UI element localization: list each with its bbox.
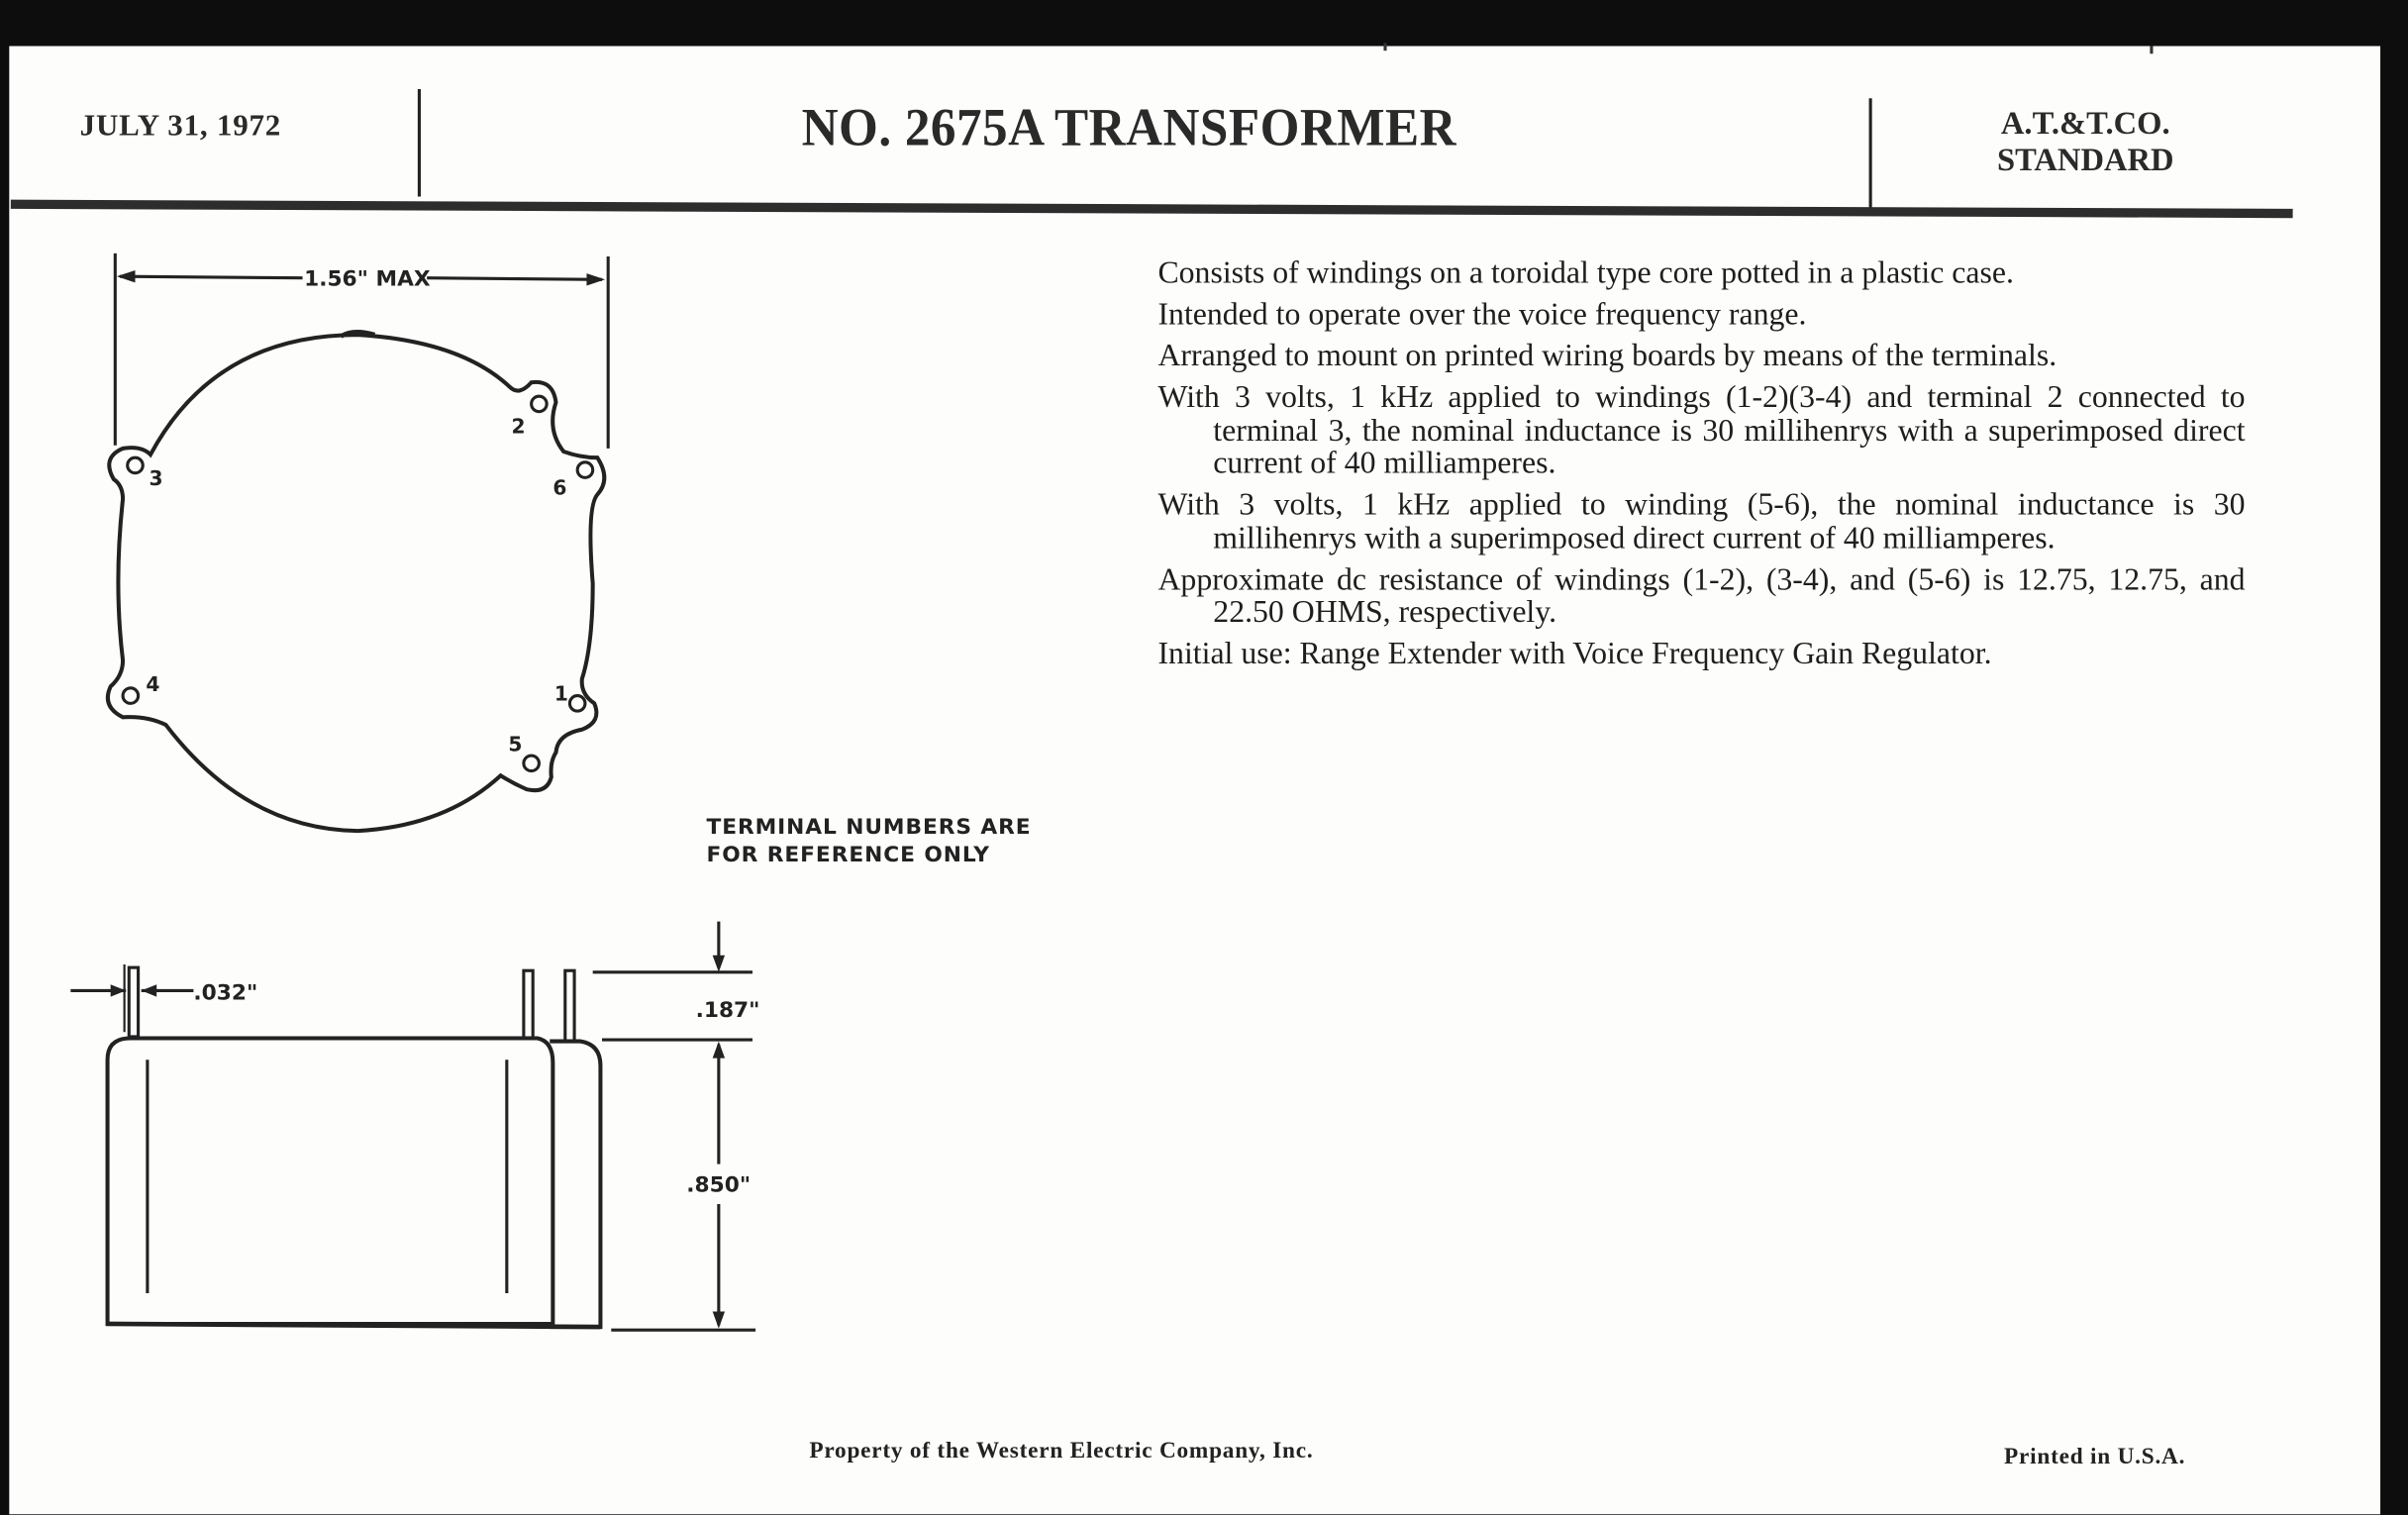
terminal-hole-3	[128, 457, 144, 473]
description-paragraph: Intended to operate over the voice frequency range.	[1157, 297, 1807, 333]
dimension-line	[427, 278, 602, 280]
description-paragraph: With 3 volts, 1 kHz applied to windings (1-2)(3-4) and terminal 2 connected to terminal 3, the nominal inductance is 30 millihenrys with a superimposed direct current of 40 milliamperes.	[1157, 380, 2246, 481]
body-height-label: .850"	[686, 1172, 752, 1198]
arrow-left-icon	[142, 984, 157, 996]
arrow-down-icon	[713, 956, 725, 972]
terminal-hole-5	[524, 756, 540, 771]
width-dimension-label: 1.56" MAX	[304, 266, 431, 292]
description-paragraph: Initial use: Range Extender with Voice Frequency Gain Regulator.	[1157, 637, 1992, 671]
description-paragraph: Arranged to mount on printed wiring boards by means of the terminals.	[1157, 339, 2057, 373]
printed-notice: Printed in U.S.A.	[2004, 1445, 2186, 1470]
terminal-hole-4	[123, 688, 139, 704]
description-paragraph: With 3 volts, 1 kHz applied to winding (5-6), the nominal inductance is 30 millihenrys with a superimposed direct current of 40 milliamperes.	[1157, 488, 2246, 556]
description-paragraph: Approximate dc resistance of windings (1-2), (3-4), and (5-6) is 12.75, 12.75, and 22.50 OHMS, respectively.	[1157, 562, 2246, 630]
terminal-note	[706, 814, 1031, 869]
dimension-line	[120, 276, 303, 278]
side-view-body	[108, 1038, 553, 1323]
terminal-hole-2	[532, 396, 548, 412]
arrow-up-icon	[713, 1042, 725, 1059]
terminal-pin	[565, 970, 574, 1041]
side-view-base	[106, 1324, 600, 1327]
terminal-pin	[129, 967, 138, 1037]
terminal-hole-1	[569, 696, 585, 712]
arrow-down-icon	[713, 1312, 725, 1329]
terminal-label-2: 2	[511, 414, 526, 439]
description-paragraph: Consists of windings on a toroidal type core potted in a plastic case.	[1157, 256, 2014, 291]
page-title: NO. 2675A TRANSFORMER	[801, 99, 1457, 158]
terminal-pin	[524, 970, 533, 1038]
terminal-label-3: 3	[149, 466, 163, 491]
pin-width-label: .032"	[193, 980, 258, 1006]
arrow-left-icon	[117, 270, 136, 282]
arrowheads	[111, 270, 725, 1329]
terminal-note-line: TERMINAL NUMBERS ARE	[706, 815, 1032, 841]
terminal-label-1: 1	[553, 681, 568, 706]
issue-date: JULY 31, 1972	[79, 109, 282, 144]
terminal-hole-6	[577, 462, 593, 478]
terminal-label-5: 5	[508, 732, 523, 757]
standard-line-2: STANDARD	[1996, 141, 2174, 178]
side-view-body-end	[550, 1042, 600, 1327]
property-notice: Property of the Western Electric Company, Inc.	[809, 1439, 1314, 1464]
arrow-right-icon	[586, 273, 605, 285]
standard-line-1: A.T.&T.CO.	[2000, 104, 2170, 142]
pin-height-label: .187"	[695, 997, 760, 1023]
terminal-label-4: 4	[146, 671, 160, 696]
terminal-label-6: 6	[552, 475, 567, 500]
terminal-note-line: FOR REFERENCE ONLY	[706, 843, 990, 868]
